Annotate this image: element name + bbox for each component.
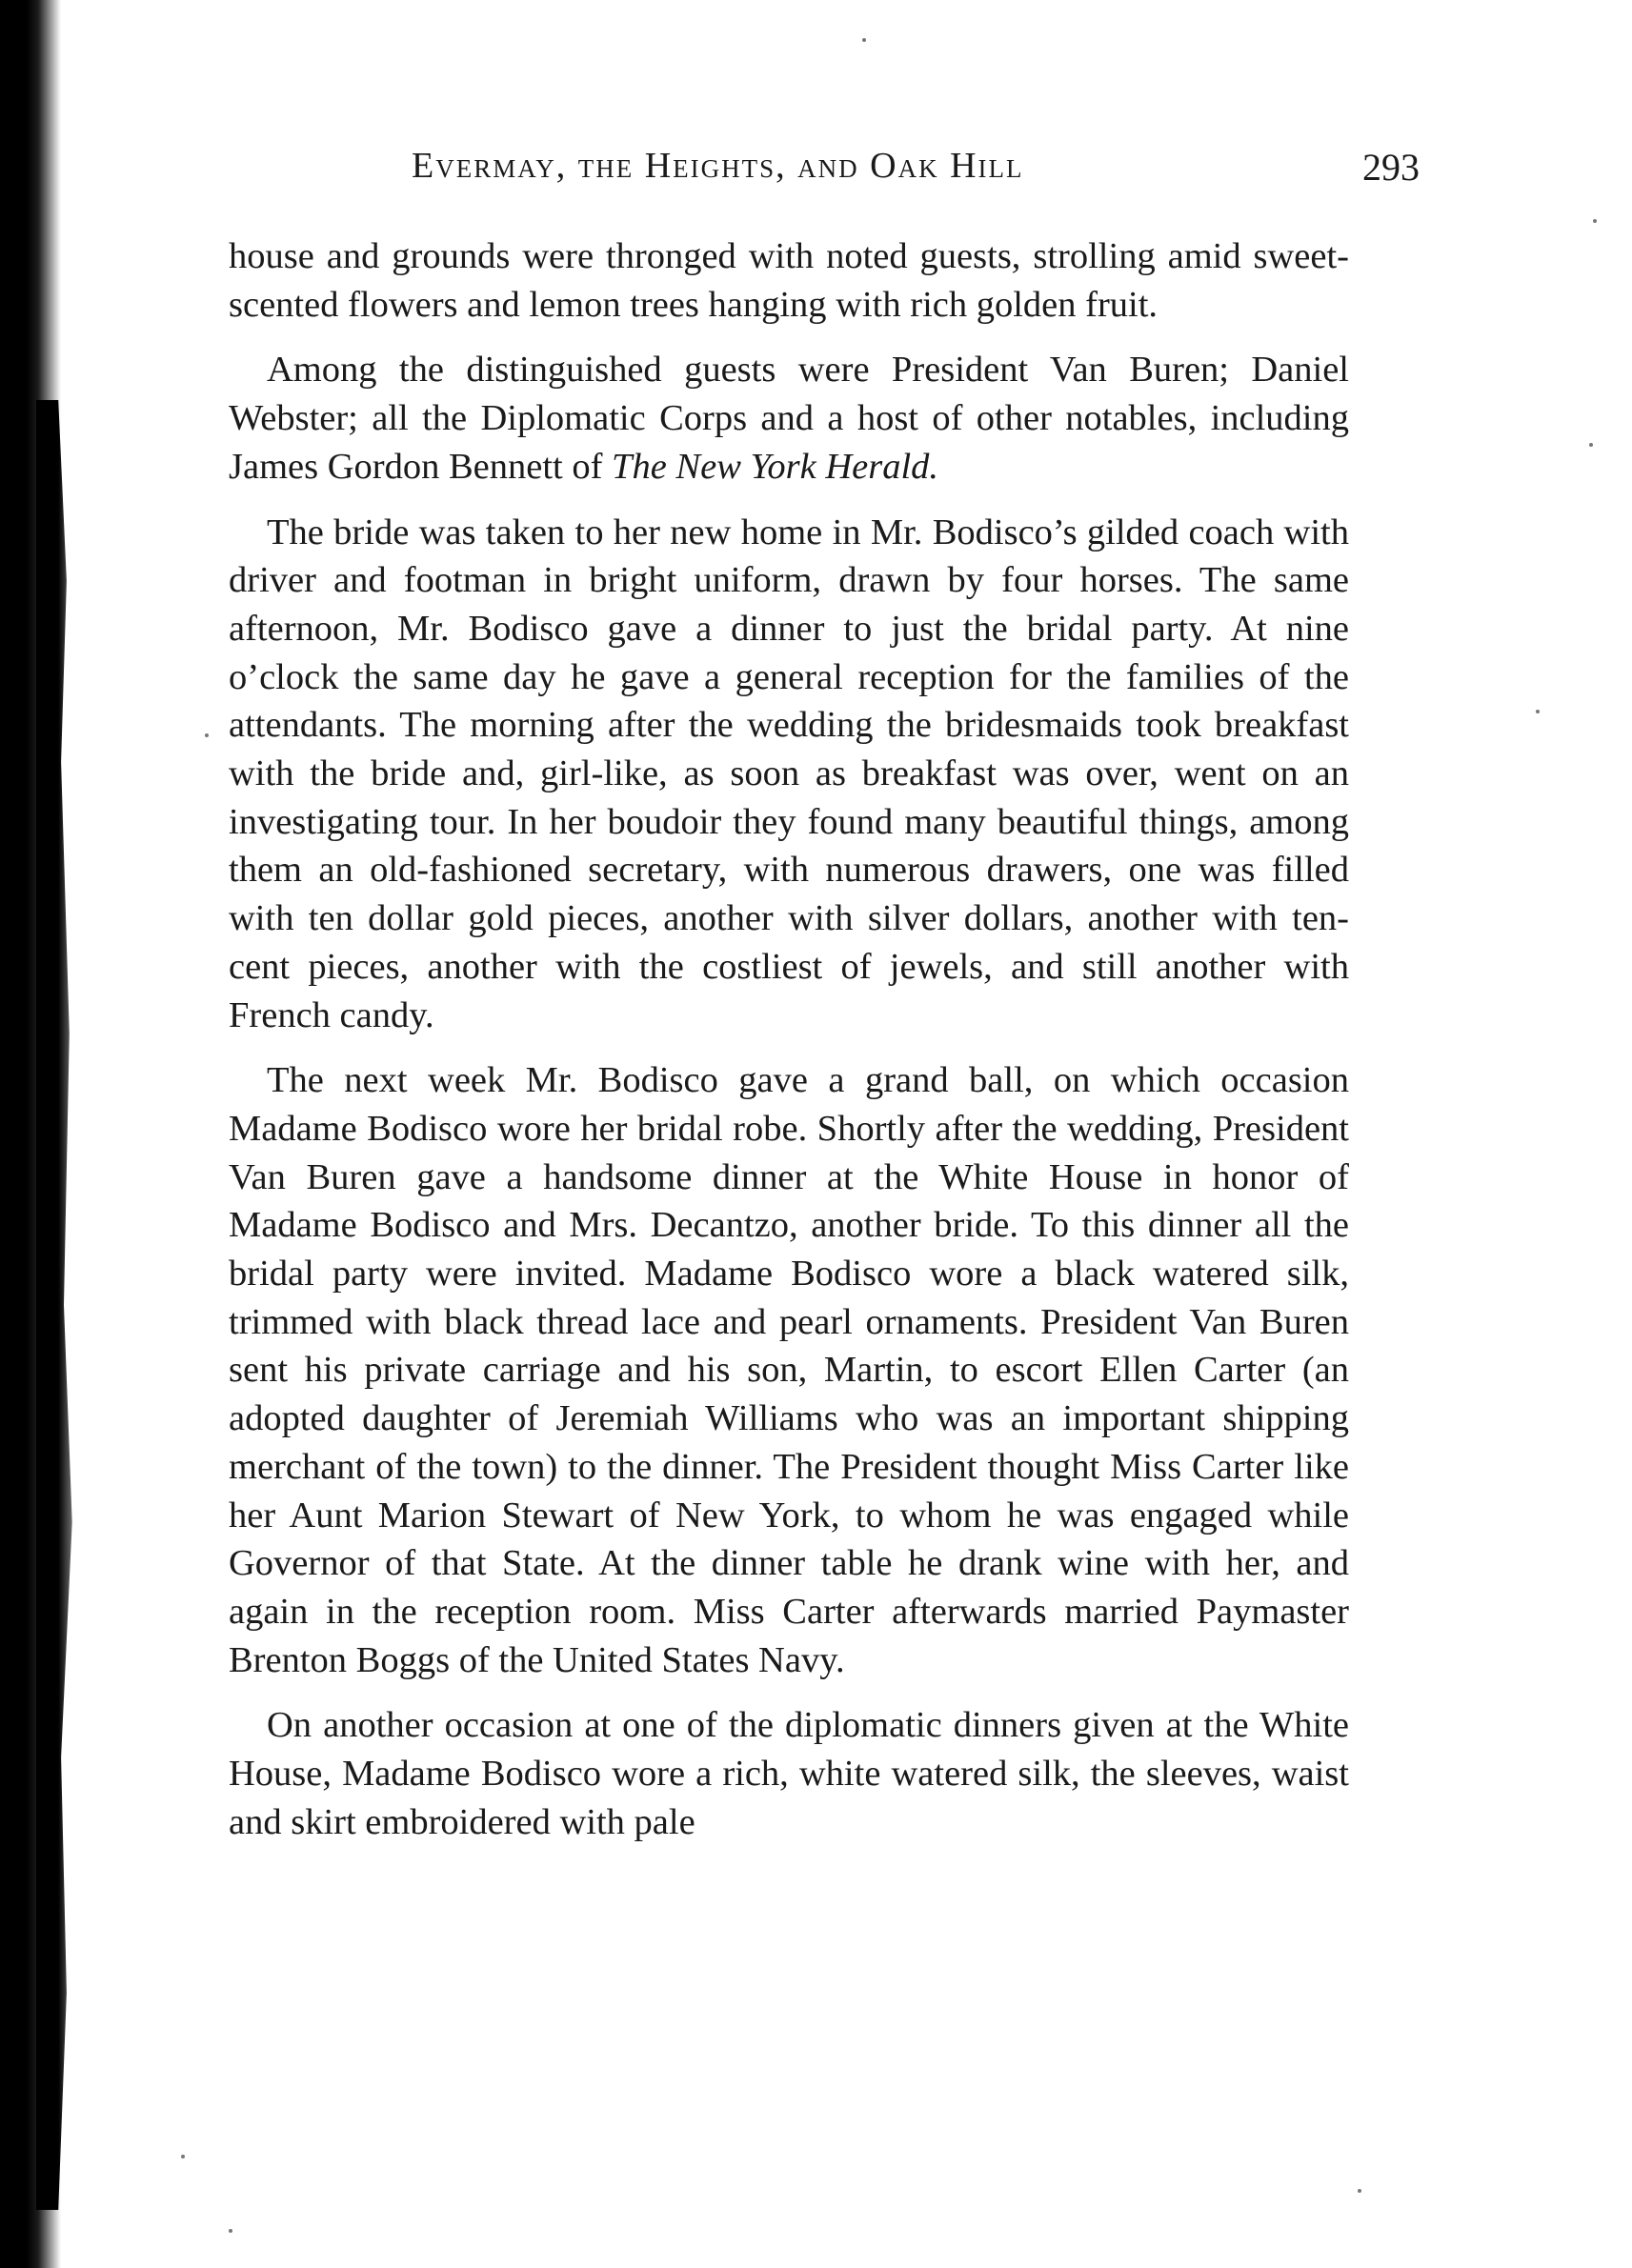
newspaper-title: The New York Herald.: [612, 446, 939, 487]
scan-speck: [229, 2229, 232, 2233]
paragraph-2: [229, 346, 1349, 491]
scan-speck: [1589, 443, 1593, 447]
paragraph-1: house and grounds were thronged with noted guests, strolling amid sweet-scented flowers and lemon trees hanging with rich golden fruit.: [229, 236, 1349, 325]
paragraph-3: The bride was taken to her new home in Mr. Bodisco’s gilded coach with driver and footman in bright uniform, drawn by four horses. The same afternoon, Mr. Bodisco gave a dinner to just the bridal party. At nine o’clock the same day he gave a general reception for the families of the attendants. The morning after the wedding the bridesmaids took breakfast with the bride and, girl-like, as soon as breakfast was over, went on an investigating tour. In her boudoir they found many beautiful things, among them an old-fashioned secretary, with numerous drawers, one was filled with ten dollar gold pieces, another with silver dollars, another with ten-cent pieces, another with the costliest of jewels, and still another with French candy.: [229, 512, 1349, 1035]
paragraph-2-text: Among the distinguished guests were President Van Buren; Daniel Webster; all the Diplomatic Corps and a host of other notables, including James Gordon Bennett of: [229, 350, 1349, 487]
scan-speck: [205, 733, 209, 737]
paragraph-5: On another occasion at one of the diplomatic dinners given at the White House, Madame Bodisco wore a rich, white watered silk, the sleeves, waist and skirt embroidered with pale: [229, 1705, 1349, 1842]
scan-speck: [1593, 219, 1597, 223]
page-header: [229, 145, 1420, 202]
running-head: Evermay, the Heights, and Oak Hill: [412, 146, 1024, 186]
body-text: [229, 232, 1349, 1864]
scan-speck: [181, 2155, 185, 2158]
page-number: 293: [1362, 146, 1420, 189]
paragraph-4: The next week Mr. Bodisco gave a grand ball, on which occasion Madame Bodisco wore her bridal robe. Shortly after the wedding, President Van Buren gave a handsome dinner at the White House in honor of Madame Bodisco and Mrs. Decantzo, another bride. To this dinner all the bridal party were invited. Madame Bodisco wore a black watered silk, trimmed with black thread lace and pearl ornaments. President Van Buren sent his private carriage and his son, Martin, to escort Ellen Carter (an adopted daughter of Jeremiah Williams who was an important shipping merchant of the town) to the dinner. The President thought Miss Carter like her Aunt Marion Stewart of New York, to whom he was engaged while Governor of that State. At the dinner table he drank wine with her, and again in the reception room. Miss Carter afterwards married Paymaster Brenton Boggs of the United States Navy.: [229, 1060, 1349, 1680]
scan-speck: [1536, 710, 1540, 713]
scan-speck: [1358, 2189, 1361, 2193]
scan-speck: [862, 38, 866, 42]
scan-binding-edge: [0, 0, 61, 2268]
